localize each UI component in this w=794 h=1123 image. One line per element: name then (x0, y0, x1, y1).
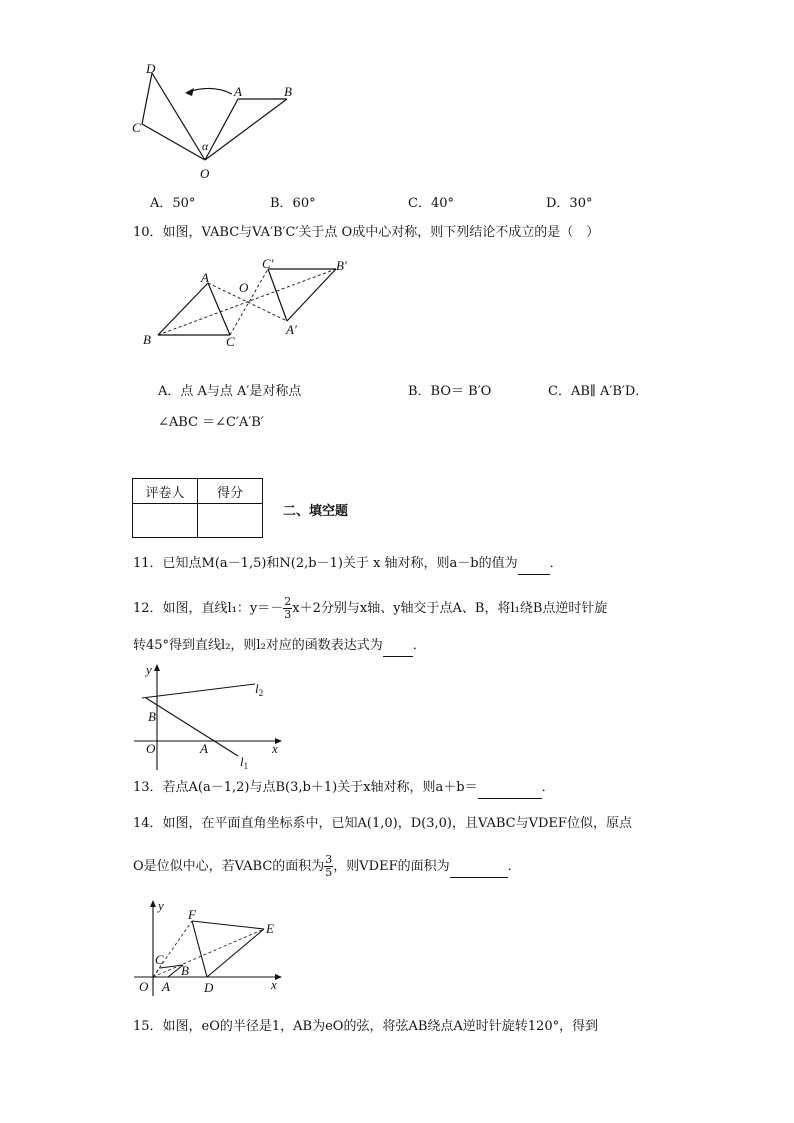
q12-frac-den: 3 (284, 608, 292, 621)
q13-answer-blank[interactable] (478, 778, 542, 799)
q9-choice-a[interactable]: A．50° (150, 196, 196, 211)
q10-choice-c[interactable]: C．AB∥ A′B′D． (548, 384, 649, 399)
label-A: A (201, 270, 209, 285)
label-O: O (239, 280, 249, 295)
label-alpha: α (202, 139, 209, 153)
label-C: C (226, 334, 235, 349)
label-E: E (266, 921, 274, 936)
q11-answer-blank[interactable] (518, 554, 550, 575)
label-O: O (200, 166, 210, 181)
q9-choice-b[interactable]: B．60° (270, 196, 316, 211)
q11-text: 11．已知点M(a－1,5)和N(2,b－1)关于 x 轴对称，则a－b的值为 (133, 556, 518, 571)
q13-text: 13．若点A(a－1,2)与点B(3,b＋1)关于x轴对称，则a＋b＝ (133, 780, 478, 795)
label-O: O (146, 741, 156, 756)
q12-line2 (133, 636, 426, 657)
label-O: O (139, 979, 149, 994)
label-D: D (146, 61, 156, 76)
score-table-score-header: 得分 (198, 479, 263, 504)
q14-frac-den: 5 (325, 866, 333, 879)
q14-line2 (133, 854, 521, 879)
label-A: A (200, 741, 208, 756)
label-l1: $l_1$ (240, 754, 249, 771)
label-D: D (204, 980, 214, 995)
q12-answer-blank[interactable] (383, 636, 413, 657)
q9-choices (150, 192, 592, 211)
figure-q10 (138, 256, 358, 352)
q11 (133, 554, 563, 575)
label-F: F (188, 907, 196, 922)
rotation-arrowhead (185, 88, 194, 96)
q12-text-c: 转45°得到直线l₂，则l₂对应的函数表达式为 (133, 638, 383, 653)
label-l2: $l_2$ (255, 681, 264, 698)
label-B: B (148, 709, 156, 724)
figure-q12 (130, 660, 290, 772)
figure-q9 (130, 58, 310, 186)
q15: 15．如图，eO的半径是1，AB为eO的弦，将弦AB绕点A逆时针旋转120°，得到 (133, 1019, 599, 1034)
axis-label-x: x (272, 741, 278, 756)
label-B: B (284, 84, 292, 99)
grader-cell[interactable] (133, 504, 198, 538)
y-axis-arrow (150, 900, 156, 907)
label-B: B (143, 332, 151, 347)
label-A: A (234, 84, 242, 99)
q14-text-a: O是位似中心，若VABC的面积为 (133, 859, 325, 874)
label-A-prime: A′ (286, 322, 297, 337)
q14-line1: 14．如图，在平面直角坐标系中，已知A(1,0)，D(3,0)，且VABC与VDEF位似，原点 (133, 816, 632, 831)
score-table-grader-header: 评卷人 (133, 479, 198, 504)
q12-fraction (283, 596, 292, 621)
section-title: 二、填空题 (283, 504, 349, 519)
axis-label-y: y (158, 898, 164, 913)
q14-answer-blank[interactable] (450, 857, 508, 878)
label-C-prime: C′ (262, 256, 274, 271)
q12-frac-num: 2 (284, 595, 292, 608)
q10-stem: 10．如图，VABC与VA′B′C′关于点 O成中心对称，则下列结论不成立的是（ ） (133, 225, 600, 240)
q12-end: ． (412, 638, 426, 653)
q14-fraction (324, 854, 333, 879)
q10-choice-a[interactable]: A．点 A与点 A′是对称点 (158, 384, 302, 399)
y-axis-arrow (154, 664, 160, 671)
label-B: B (181, 963, 189, 978)
q9-choice-d[interactable]: D．30° (546, 196, 593, 211)
label-A: A (162, 979, 170, 994)
q14-text-b: ，则VDEF的面积为 (333, 859, 450, 874)
axis-label-x: x (271, 977, 277, 992)
q10-choice-d[interactable]: ∠ABC ＝∠C′A′B′ (158, 415, 264, 430)
figure-q14 (130, 892, 290, 998)
score-table (132, 478, 263, 538)
q12-text-b: x＋2分别与x轴、y轴交于点A、B，将l₁绕B点逆时针旋 (292, 601, 608, 616)
label-C: C (132, 120, 141, 135)
axis-label-y: y (146, 662, 152, 677)
q9-choice-c[interactable]: C．40° (408, 196, 454, 211)
q14-end: ． (507, 859, 521, 874)
q11-end: ． (549, 556, 563, 571)
label-C: C (155, 952, 164, 967)
label-B-prime: B′ (336, 258, 347, 273)
q14-frac-num: 3 (325, 853, 333, 866)
q10-choice-b[interactable]: B．BO＝ B′O (408, 384, 492, 399)
q12-line1 (133, 596, 607, 621)
score-cell[interactable] (198, 504, 263, 538)
q13-end: ． (541, 780, 555, 795)
q13 (133, 778, 555, 799)
q12-text-a: 12．如图，直线l₁：y＝－ (133, 601, 284, 616)
